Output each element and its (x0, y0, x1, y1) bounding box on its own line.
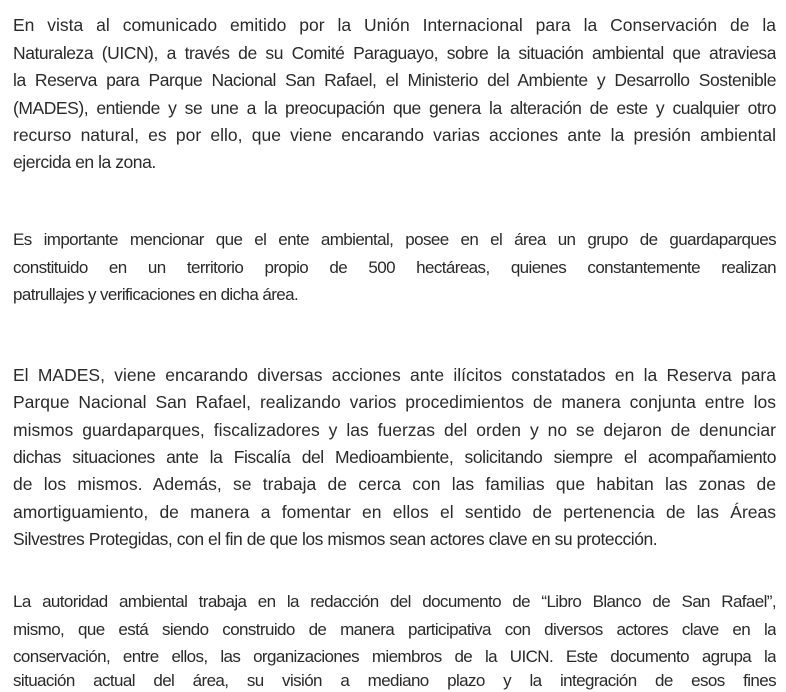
text-line: Es importante mencionar que el ente ambiental, posee en el área un grupo de guardaparques (13, 230, 776, 249)
text-line: Naturaleza (UICN), a través de su Comité Paraguayo, sobre la situación ambiental que atraviesa (13, 43, 776, 63)
text-line: de los mismos. Además, se trabaja de cerca con las familias que habitan las zonas de (13, 474, 776, 494)
text-line-cut: situación actual del área, su visión a mediano plazo y la integración de esos fines (13, 671, 776, 690)
text-line: patrullajes y verificaciones en dicha área. (13, 285, 299, 304)
text-line: (MADES), entiende y se une a la preocupación que genera la alteración de este y cualquier otro (13, 98, 776, 118)
text-line: recurso natural, es por ello, que viene encarando varias acciones ante la presión ambiental (13, 125, 776, 145)
text-line: El MADES, viene encarando diversas acciones ante ilícitos constatados en la Reserva para (13, 365, 776, 385)
text-line: constituido en un territorio propio de 500 hectáreas, quienes constantemente realizan (13, 258, 776, 277)
text-line: mismos guardaparques, fiscalizadores y las fuerzas del orden y no se dejaron de denunciar (13, 420, 776, 440)
text-line: conservación, entre ellos, las organizaciones miembros de la UICN. Este documento agrupa la (13, 647, 776, 666)
text-line: mismo, que está siendo construido de manera participativa con diversos actores clave en la (13, 620, 776, 639)
text-line: dichas situaciones ante la Fiscalía del Medioambiente, solicitando siempre el acompañamiento (13, 447, 776, 467)
text-line: Parque Nacional San Rafael, realizando varios procedimientos de manera conjunta entre los (13, 392, 776, 412)
text-line: En vista al comunicado emitido por la Unión Internacional para la Conservación de la (13, 15, 776, 35)
text-line: ejercida en la zona. (13, 152, 156, 172)
text-line: Silvestres Protegidas, con el fin de que los mismos sean actores clave en su protección. (13, 529, 658, 549)
text-line: la Reserva para Parque Nacional San Rafael, el Ministerio del Ambiente y Desarrollo Sostenible (13, 70, 776, 90)
text-line: amortiguamiento, de manera a fomentar en ellos el sentido de pertenencia de las Áreas (13, 502, 776, 522)
text-line: La autoridad ambiental trabaja en la redacción del documento de “Libro Blanco de San Rafael”, (13, 592, 776, 611)
